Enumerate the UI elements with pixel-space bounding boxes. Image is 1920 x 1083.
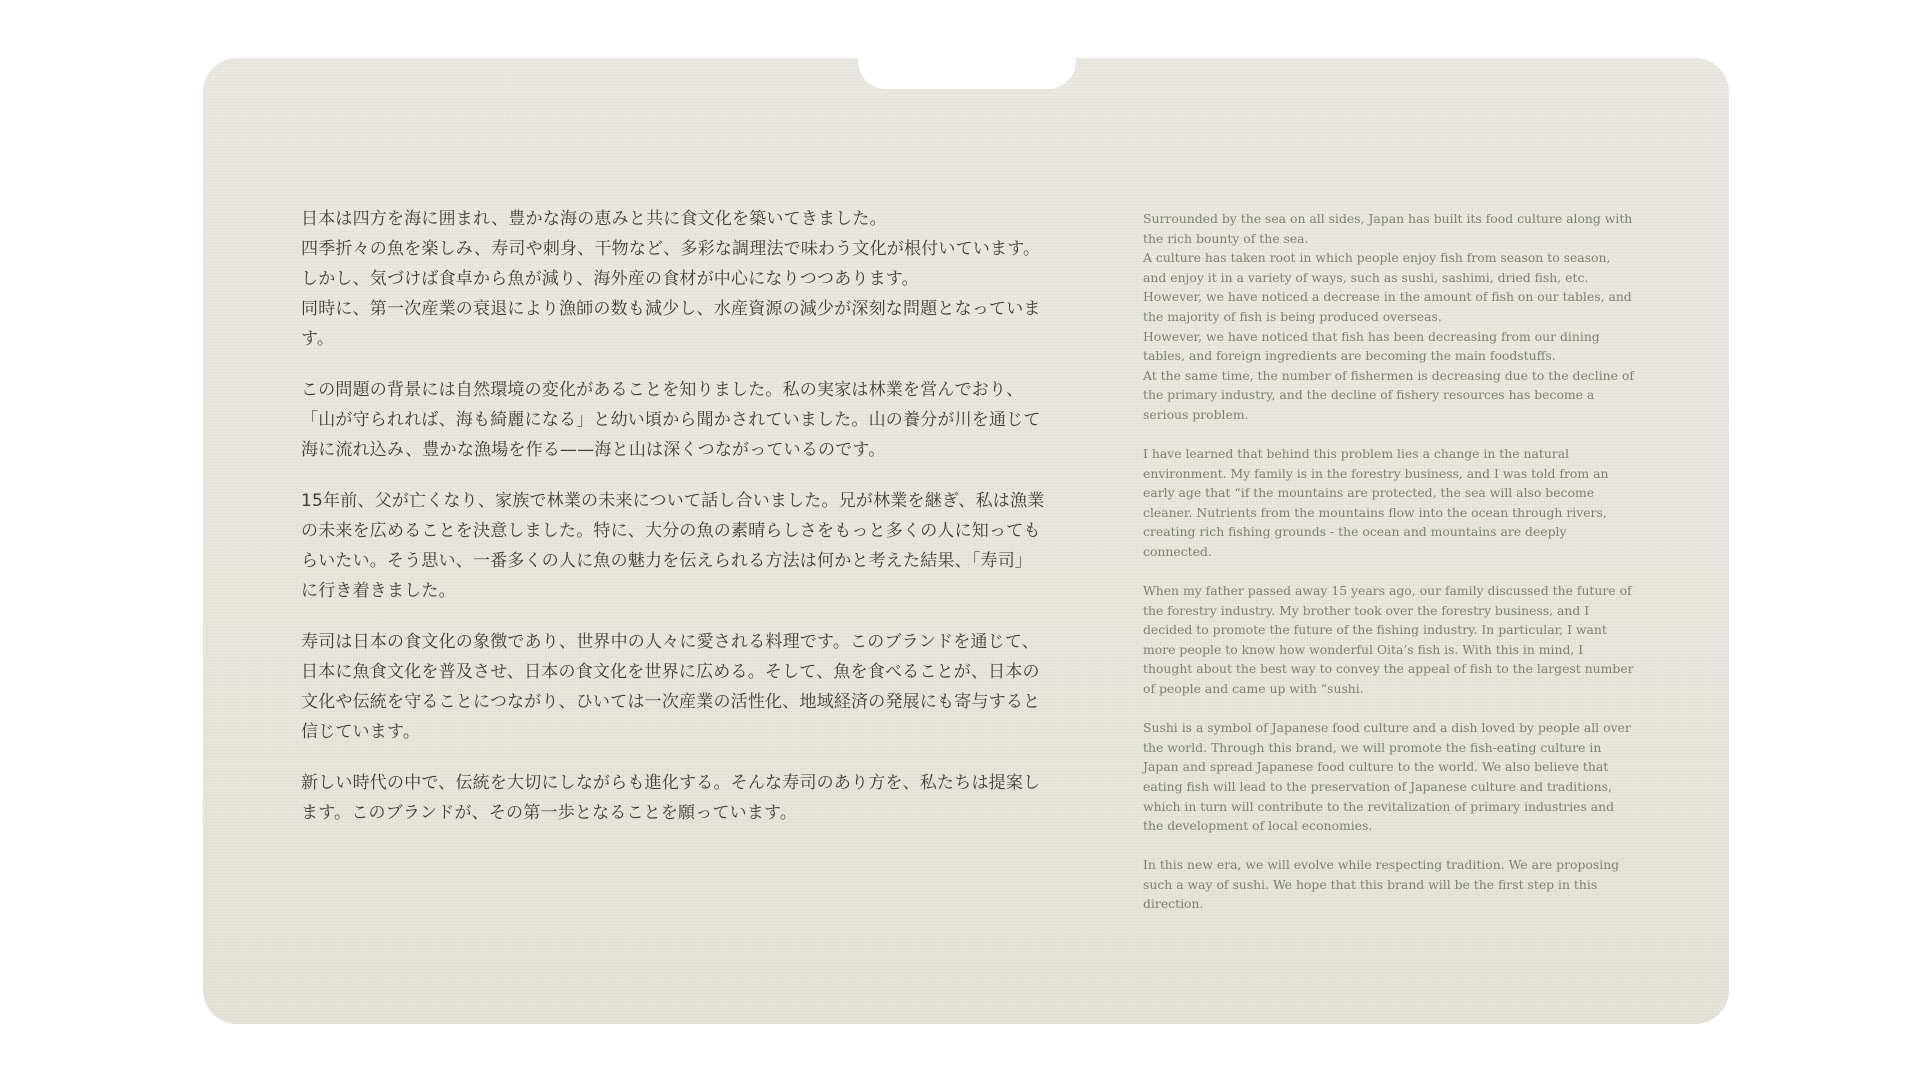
english-paragraph-3 (1143, 581, 1635, 699)
japanese-paragraph-4 (301, 627, 1046, 747)
english-line: When my father passed away 15 years ago, our family discussed the future of the forestry industry. My brother took over the forestry business, and I decided to promote the future of the fishing industry. In particular, I want more people to know how wonderful Oita’s fish is. With this in mind, I thought about the best way to convey the appeal of fish to the largest number of people and came up with “sushi. (1143, 583, 1634, 697)
japanese-line: しかし、気づけば食卓から魚が減り、海外産の食材が中心になりつつあります。 (301, 269, 919, 289)
japanese-text-column (301, 204, 1046, 849)
english-line: A culture has taken root in which people enjoy fish from season to season, and enjoy it in a variety of ways, such as sushi, sashimi, dried fish, etc. However, we have noticed a decrease in the amount of fish on our tables, and the majority of fish is being produced overseas. (1143, 250, 1632, 324)
english-paragraph-1 (1143, 209, 1635, 425)
card-tab-notch (858, 53, 1076, 89)
english-text-column (1143, 209, 1635, 934)
japanese-paragraph-3 (301, 486, 1046, 606)
japanese-line: 四季折々の魚を楽しみ、寿司や刺身、干物など、多彩な調理法で味わう文化が根付いています。 (301, 239, 1041, 259)
japanese-line: 同時に、第一次産業の衰退により漁師の数も減少し、水産資源の減少が深刻な問題となっています。 (301, 299, 1041, 349)
english-paragraph-4 (1143, 718, 1635, 836)
japanese-line: 日本は四方を海に囲まれ、豊かな海の恵みと共に食文化を築いてきました。 (301, 209, 887, 229)
english-line: I have learned that behind this problem lies a change in the natural environment. My family is in the forestry business, and I was told from an early age that “if the mountains are protected, the sea will also become cleaner. Nutrients from the mountains flow into the ocean through rivers, creating rich fishing grounds - the ocean and mountains are deeply connected. (1143, 446, 1609, 559)
english-paragraph-2 (1143, 444, 1635, 562)
japanese-paragraph-2 (301, 375, 1046, 465)
japanese-line: 新しい時代の中で、伝統を大切にしながらも進化する。そんな寿司のあり方を、私たちは提案します。このブランドが、その第一歩となることを願っています。 (301, 773, 1041, 823)
english-paragraph-5 (1143, 855, 1635, 914)
english-line: At the same time, the number of fishermen is decreasing due to the decline of the primary industry, and the decline of fishery resources has become a serious problem. (1143, 367, 1634, 422)
english-line: Sushi is a symbol of Japanese food culture and a dish loved by people all over the world. Through this brand, we will promote the fish-eating culture in Japan and spread Japanese food culture to the world. We also believe that eating fish will lead to the preservation of Japanese culture and traditions, which in turn will contribute to the revitalization of primary industries and the development of local economies. (1143, 720, 1631, 834)
english-line: In this new era, we will evolve while respecting tradition. We are proposing such a way of sushi. We hope that this brand will be the first step in this direction. (1143, 857, 1620, 912)
japanese-paragraph-5 (301, 768, 1046, 828)
japanese-line: 寿司は日本の食文化の象徴であり、世界中の人々に愛される料理です。このブランドを通じて、日本に魚食文化を普及させ、日本の食文化を世界に広める。そして、魚を食べることが、日本の文化や伝統を守ることにつながり、ひいては一次産業の活性化、地域経済の発展にも寄与すると信じています。 (301, 632, 1041, 742)
japanese-line: この問題の背景には自然環境の変化があることを知りました。私の実家は林業を営んでおり、「山が守られれば、海も綺麗になる」と幼い頃から聞かされていました。山の養分が川を通じて海に流れ込み、豊かな漁場を作る——海と山は深くつながっているのです。 (301, 380, 1041, 460)
japanese-line: 15年前、父が亡くなり、家族で林業の未来について話し合いました。兄が林業を継ぎ、私は漁業の未来を広めることを決意しました。特に、大分の魚の素晴らしさをもっと多くの人に知ってもらいたい。そう思い、一番多くの人に魚の魅力を伝えられる方法は何かと考えた結果、「寿司」に行き着きました。 (301, 491, 1045, 601)
english-line: However, we have noticed that fish has been decreasing from our dining tables, and foreign ingredients are becoming the main foodstuffs. (1143, 328, 1600, 364)
japanese-paragraph-1 (301, 204, 1046, 354)
english-line: Surrounded by the sea on all sides, Japan has built its food culture along with the rich bounty of the sea. (1143, 211, 1633, 246)
